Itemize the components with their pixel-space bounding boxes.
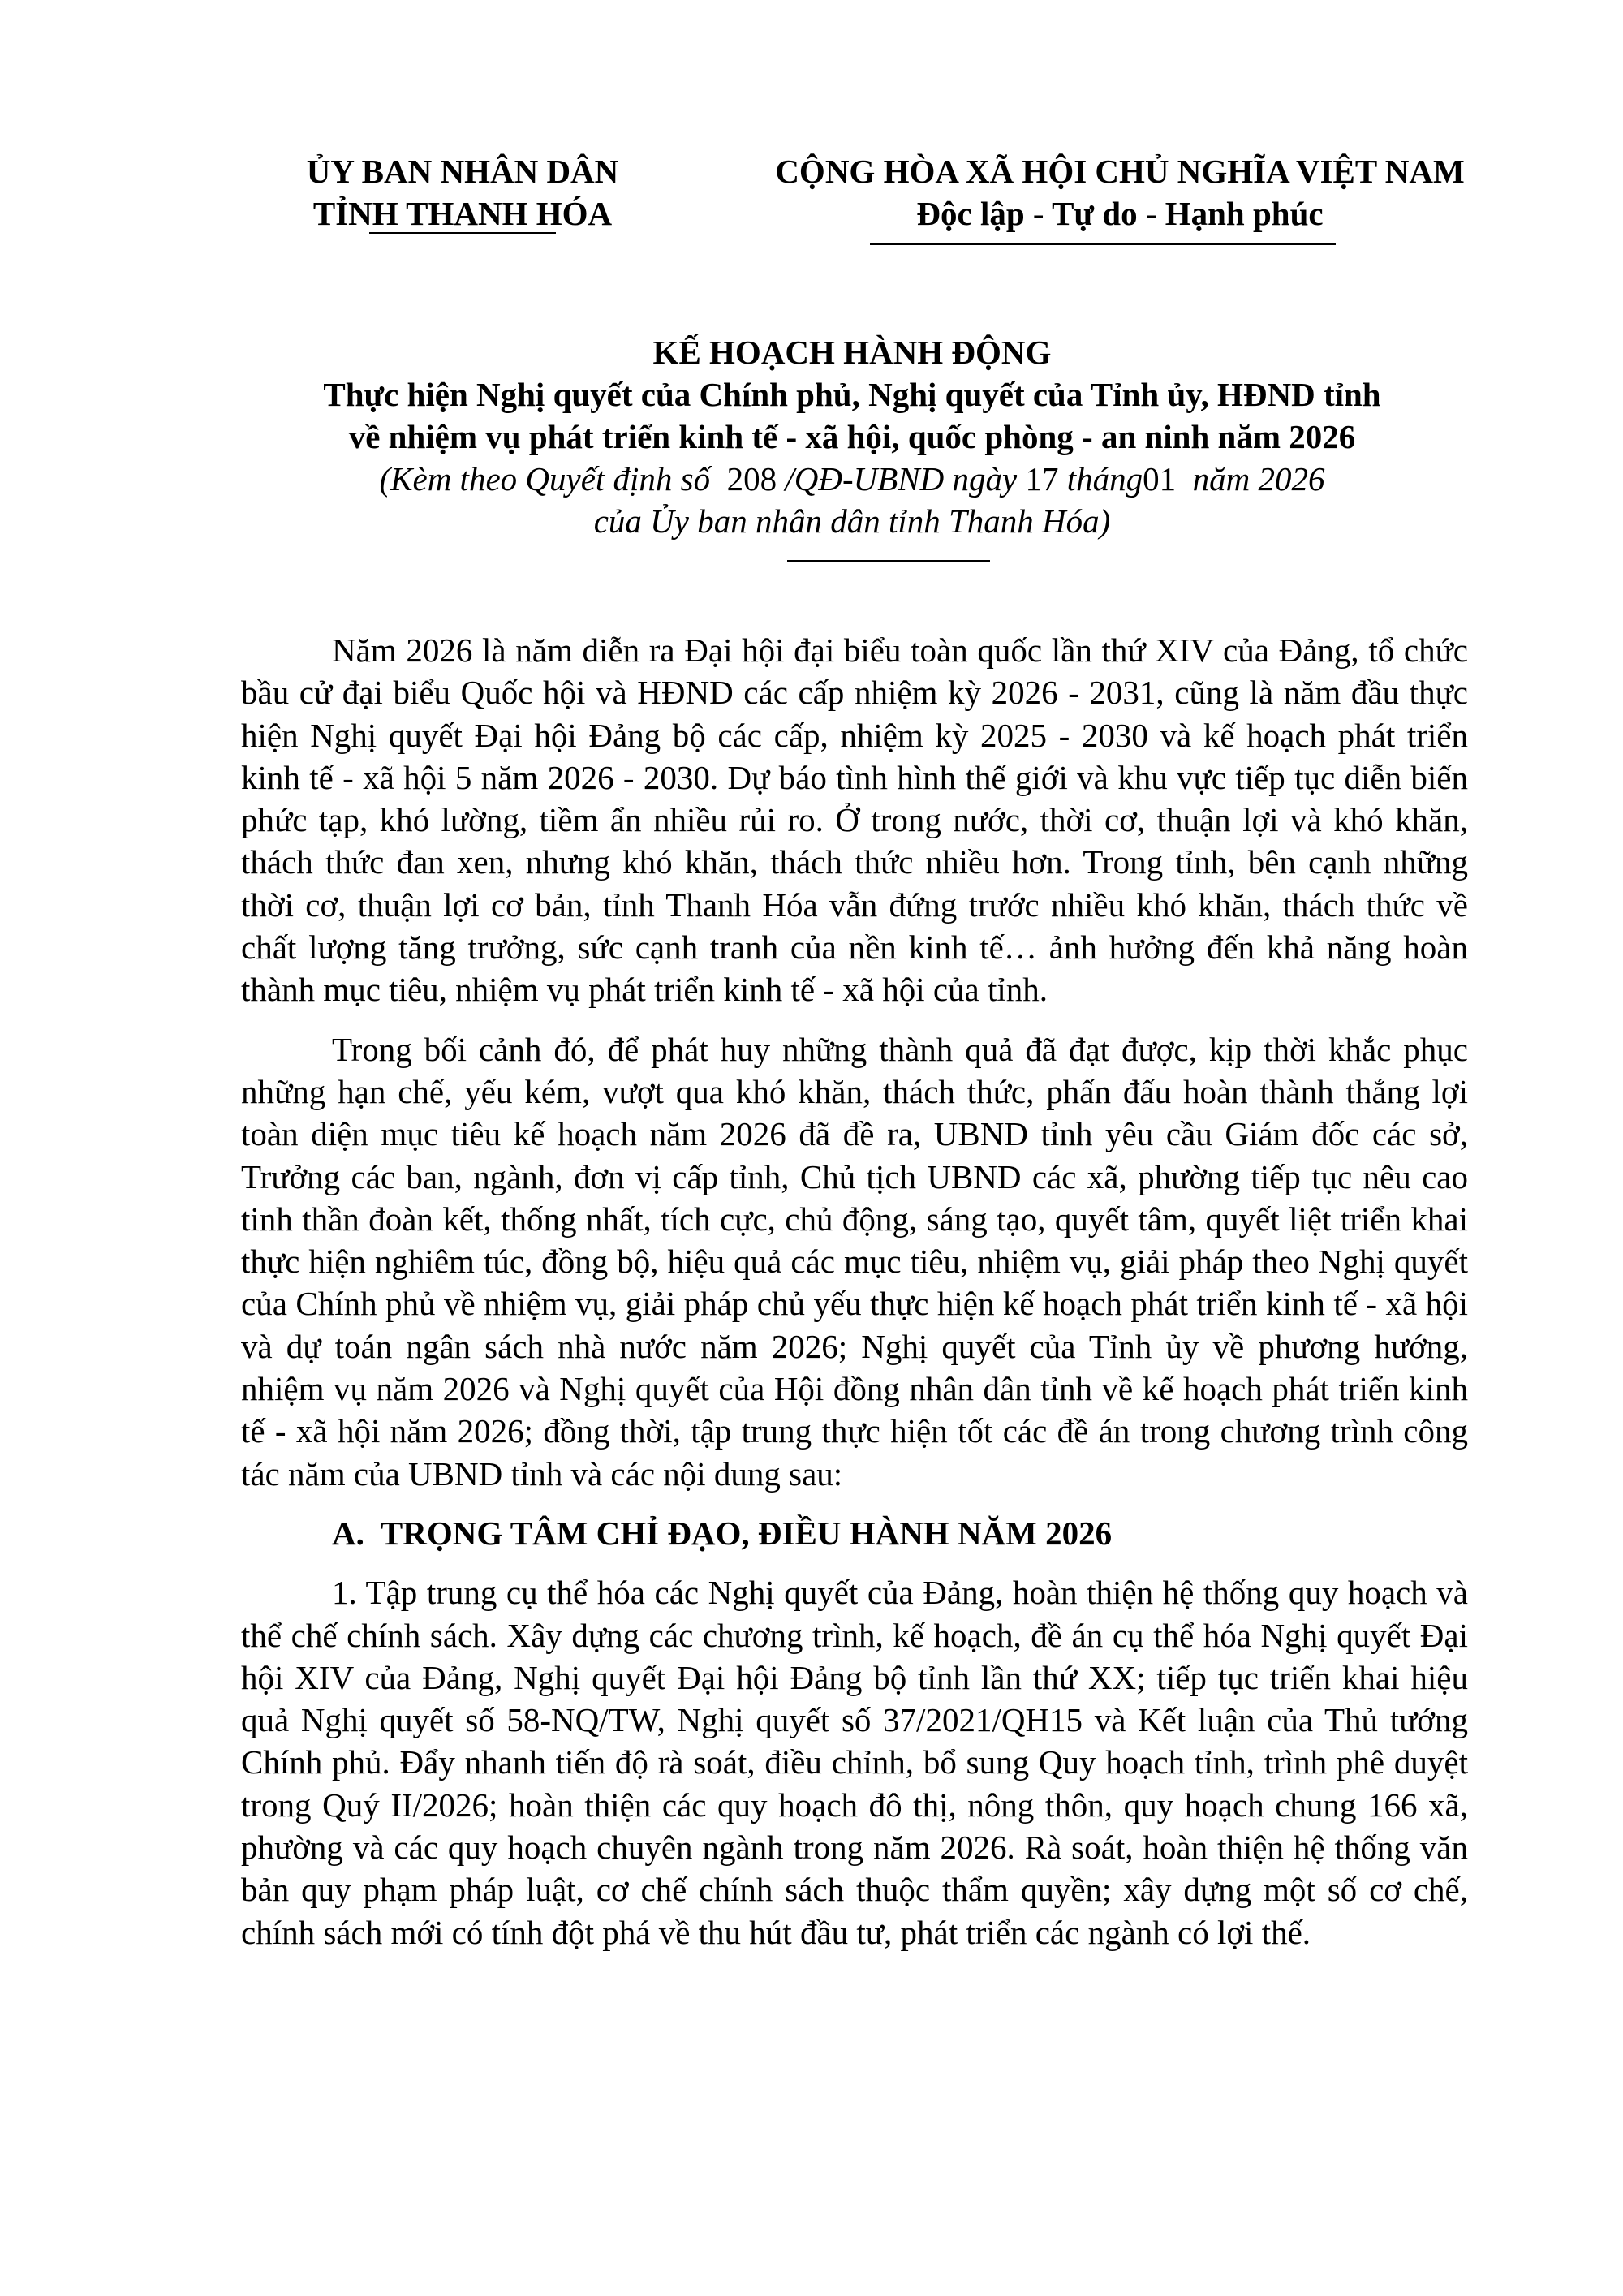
nation-name: CỘNG HÒA XÃ HỘI CHỦ NGHĨA VIỆT NAM <box>775 153 1465 190</box>
agency-name: ỦY BAN NHÂN DÂN <box>306 153 619 190</box>
section-a-label: A. <box>332 1514 364 1552</box>
document-subtitle-line-1: Thực hiện Nghị quyết của Chính phủ, Nghị quyết của Tỉnh ủy, HĐND tỉnh <box>323 376 1381 413</box>
decision-day: 17 <box>1025 460 1059 498</box>
decision-reference-line-2: của Ủy ban nhân dân tỉnh Thanh Hóa) <box>593 502 1111 540</box>
document-subtitle-line-2: về nhiệm vụ phát triển kinh tế - xã hội, quốc phòng - an ninh năm 2026 <box>348 418 1356 455</box>
ref-mid: /QĐ-UBND ngày <box>785 460 1018 498</box>
document-title: KẾ HOẠCH HÀNH ĐỘNG <box>652 334 1052 371</box>
section-a-heading <box>241 1512 1468 1554</box>
body-paragraph-1: Năm 2026 là năm diễn ra Đại hội đại biểu toàn quốc lần thứ XIV của Đảng, tổ chức bầu cử đại biểu Quốc hội và HĐND các cấp nhiệm kỳ 2026 - 2031, cũng là năm đầu thực hiện Nghị quyết Đại hội Đảng bộ các cấp, nhiệm kỳ 2025 - 2030 và kế hoạch phát triển kinh tế - xã hội 5 năm 2026 - 2030. Dự báo tình hình thế giới và khu vực tiếp tục diễn biến phức tạp, khó lường, tiềm ẩn nhiều rủi ro. Ở trong nước, thời cơ, thuận lợi và khó khăn, thách thức đan xen, nhưng khó khăn, thách thức nhiều hơn. Trong tỉnh, bên cạnh những thời cơ, thuận lợi cơ bản, tỉnh Thanh Hóa vẫn đứng trước nhiều khó khăn, thách thức về chất lượng tăng trưởng, sức cạnh tranh của nền kinh tế… ảnh hưởng đến khả năng hoàn thành mục tiêu, nhiệm vụ phát triển kinh tế - xã hội của tỉnh. <box>241 631 1468 1009</box>
body-paragraph-3: 1. Tập trung cụ thể hóa các Nghị quyết của Đảng, hoàn thiện hệ thống quy hoạch và thể chế chính sách. Xây dựng các chương trình, kế hoạch, đề án cụ thể hóa Nghị quyết Đại hội XIV của Đảng, Nghị quyết Đại hội Đảng bộ tỉnh lần thứ XX; tiếp tục triển khai hiệu quả Nghị quyết số 58-NQ/TW, Nghị quyết số 37/2021/QH15 và Kết luận của Thủ tướng Chính phủ. Đẩy nhanh tiến độ rà soát, điều chỉnh, bổ sung Quy hoạch tỉnh, trình phê duyệt trong Quý II/2026; hoàn thiện các quy hoạch đô thị, nông thôn, quy hoạch chung 166 xã, phường và các quy hoạch chuyên ngành trong năm 2026. Rà soát, hoàn thiện hệ thống văn bản quy phạm pháp luật, cơ chế chính sách thuộc thẩm quyền; xây dựng một số cơ chế, chính sách mới có tính đột phá về thu hút đầu tư, phát triển các ngành có lợi thế. <box>241 1574 1468 1951</box>
document-title-block <box>243 331 1461 542</box>
document-body <box>241 629 1468 1971</box>
ref-year: năm 2026 <box>1192 460 1325 498</box>
month-label: tháng <box>1066 460 1143 498</box>
title-underline <box>787 560 990 562</box>
motto-underline <box>870 243 1336 245</box>
section-a-title: TRỌNG TÂM CHỈ ĐẠO, ĐIỀU HÀNH NĂM 2026 <box>380 1514 1113 1552</box>
agency-province: TỈNH THANH HÓA <box>312 195 613 232</box>
issuing-agency <box>243 150 682 235</box>
nation-motto: Độc lập - Tự do - Hạnh phúc <box>916 195 1324 232</box>
agency-underline <box>369 232 556 234</box>
decision-number: 208 <box>726 460 777 498</box>
decision-month: 01 <box>1143 460 1177 498</box>
national-heading <box>706 150 1534 235</box>
body-paragraph-2: Trong bối cảnh đó, để phát huy những thành quả đã đạt được, kịp thời khắc phục những hạn chế, yếu kém, vượt qua khó khăn, thách thức, phấn đấu hoàn thành thắng lợi toàn diện mục tiêu kế hoạch năm 2026 đã đề ra, UBND tỉnh yêu cầu Giám đốc các sở, Trưởng các ban, ngành, đơn vị cấp tỉnh, Chủ tịch UBND các xã, phường tiếp tục nêu cao tinh thần đoàn kết, thống nhất, tích cực, chủ động, sáng tạo, quyết tâm, quyết liệt triển khai thực hiện nghiêm túc, đồng bộ, hiệu quả các mục tiêu, nhiệm vụ, giải pháp theo Nghị quyết của Chính phủ về nhiệm vụ, giải pháp chủ yếu thực hiện kế hoạch phát triển kinh tế - xã hội và dự toán ngân sách nhà nước năm 2026; Nghị quyết của Tỉnh ủy về phương hướng, nhiệm vụ năm 2026 và Nghị quyết của Hội đồng nhân dân tỉnh về kế hoạch phát triển kinh tế - xã hội năm 2026; đồng thời, tập trung thực hiện tốt các đề án trong chương trình công tác năm của UBND tỉnh và các nội dung sau: <box>241 1030 1468 1493</box>
ref-prefix: (Kèm theo Quyết định số <box>379 460 711 498</box>
decision-reference <box>243 458 1461 500</box>
